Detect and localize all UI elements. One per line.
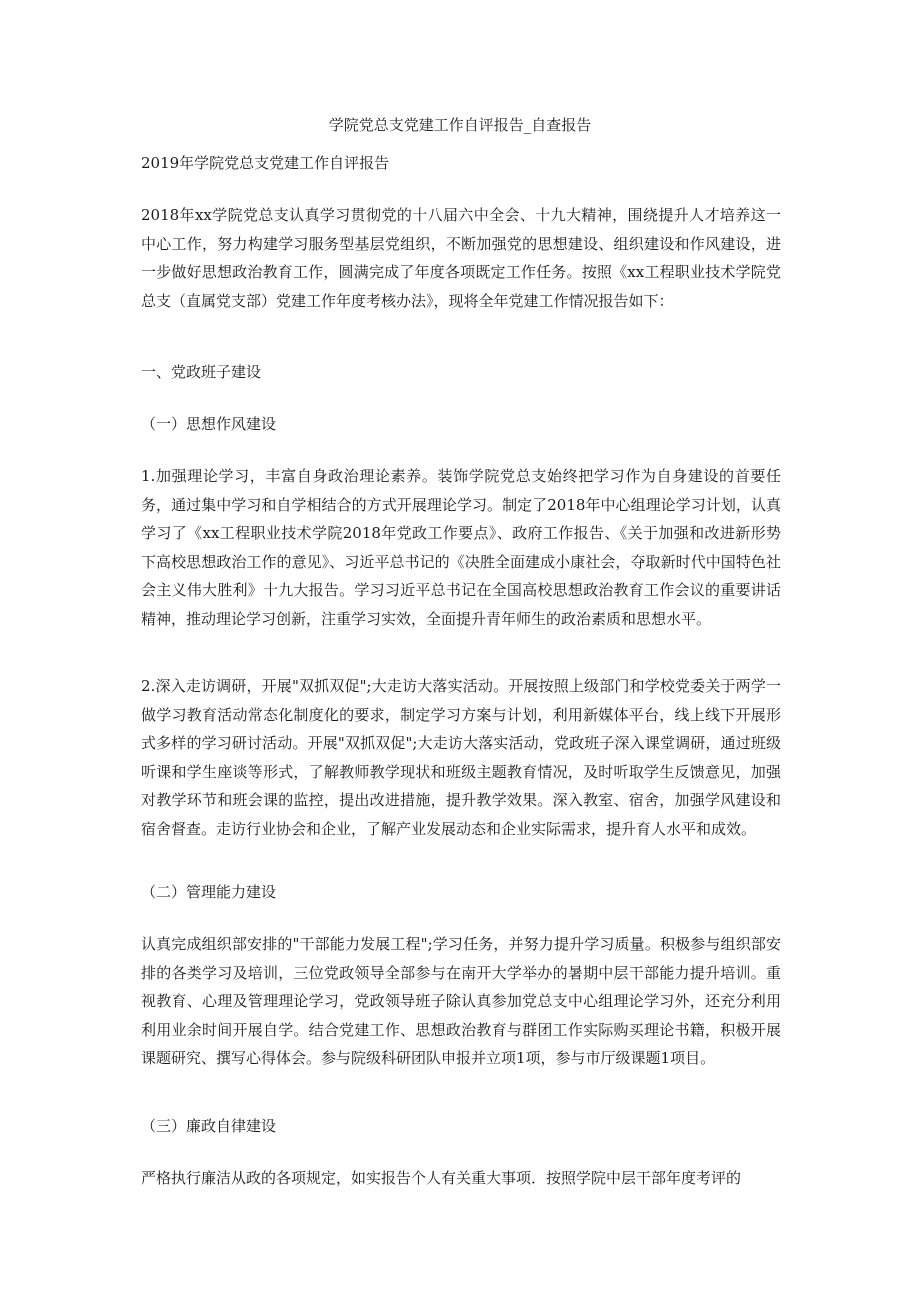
paragraph-integrity: 严格执行廉洁从政的各项规定，如实报告个人有关重大事项．按照学院中层干部年度考评的 — [141, 1169, 742, 1187]
report-subtitle: 2019年学院党总支党建工作自评报告 — [141, 154, 390, 172]
subsection-heading-2: （二）管理能力建设 — [141, 883, 277, 901]
subsection-heading-1: （一）思想作风建设 — [141, 415, 277, 433]
paragraph-visit-research: 2.深入走访调研，开展"双抓双促";大走访大落实活动。开展按照上级部门和学校党委关于两学一做学习教育活动常态化制度化的要求，制定学习方案与计划，利用新媒体平台，线上线下开展形式多样的学习研讨活动。开展"双抓双促";大走访大落实活动，党政班子深入课堂调研，通过班级听课和学生座谈等形式，了解教师教学现状和班级主题教育情况，及时听取学生反馈意见，加强对教学环节和班会课的监控，提出改进措施，提升教学效果。深入教室、宿舍，加强学风建设和宿舍督查。走访行业协会和企业，了解产业发展动态和企业实际需求，提升育人水平和成效。 — [141, 677, 781, 838]
intro-paragraph: 2018年xx学院党总支认真学习贯彻党的十八届六中全会、十九大精神，围绕提升人才培养这一中心工作，努力构建学习服务型基层党组织，不断加强党的思想建设、组织建设和作风建设，进一步做好思想政治教育工作，圆满完成了年度各项既定工作任务。按照《xx工程职业技术学院党总支（直属党支部）党建工作年度考核办法》，现将全年党建工作情况报告如下： — [141, 206, 781, 310]
section-heading-1: 一、党政班子建设 — [141, 363, 262, 381]
subsection-heading-3: （三）廉政自律建设 — [141, 1117, 277, 1135]
document-title: 学院党总支党建工作自评报告_自查报告 — [328, 116, 592, 134]
paragraph-management: 认真完成组织部安排的"干部能力发展工程";学习任务，并努力提升学习质量。积极参与组织部安排的各类学习及培训，三位党政领导全部参与在南开大学举办的暑期中层干部能力提升培训。重视教育、心理及管理理论学习，党政领导班子除认真参加党总支中心组理论学习外，还充分利用利用业余时间开展自学。结合党建工作、思想政治教育与群团工作实际购买理论书籍，积极开展课题研究、撰写心得体会。参与院级科研团队申报并立项1项，参与市厅级课题1项目。 — [141, 935, 781, 1067]
paragraph-theory-study: 1.加强理论学习，丰富自身政治理论素养。装饰学院党总支始终把学习作为自身建设的首要任务，通过集中学习和自学相结合的方式开展理论学习。制定了2018年中心组理论学习计划，认真学习了《xx工程职业技术学院2018年党政工作要点》、政府工作报告、《关于加强和改进新形势下高校思想政治工作的意见》、习近平总书记的《决胜全面建成小康社会，夺取新时代中国特色社会主义伟大胜利》十九大报告。学习习近平总书记在全国高校思想政治教育工作会议的重要讲话精神，推动理论学习创新，注重学习实效，全面提升青年师生的政治素质和思想水平。 — [141, 467, 781, 628]
